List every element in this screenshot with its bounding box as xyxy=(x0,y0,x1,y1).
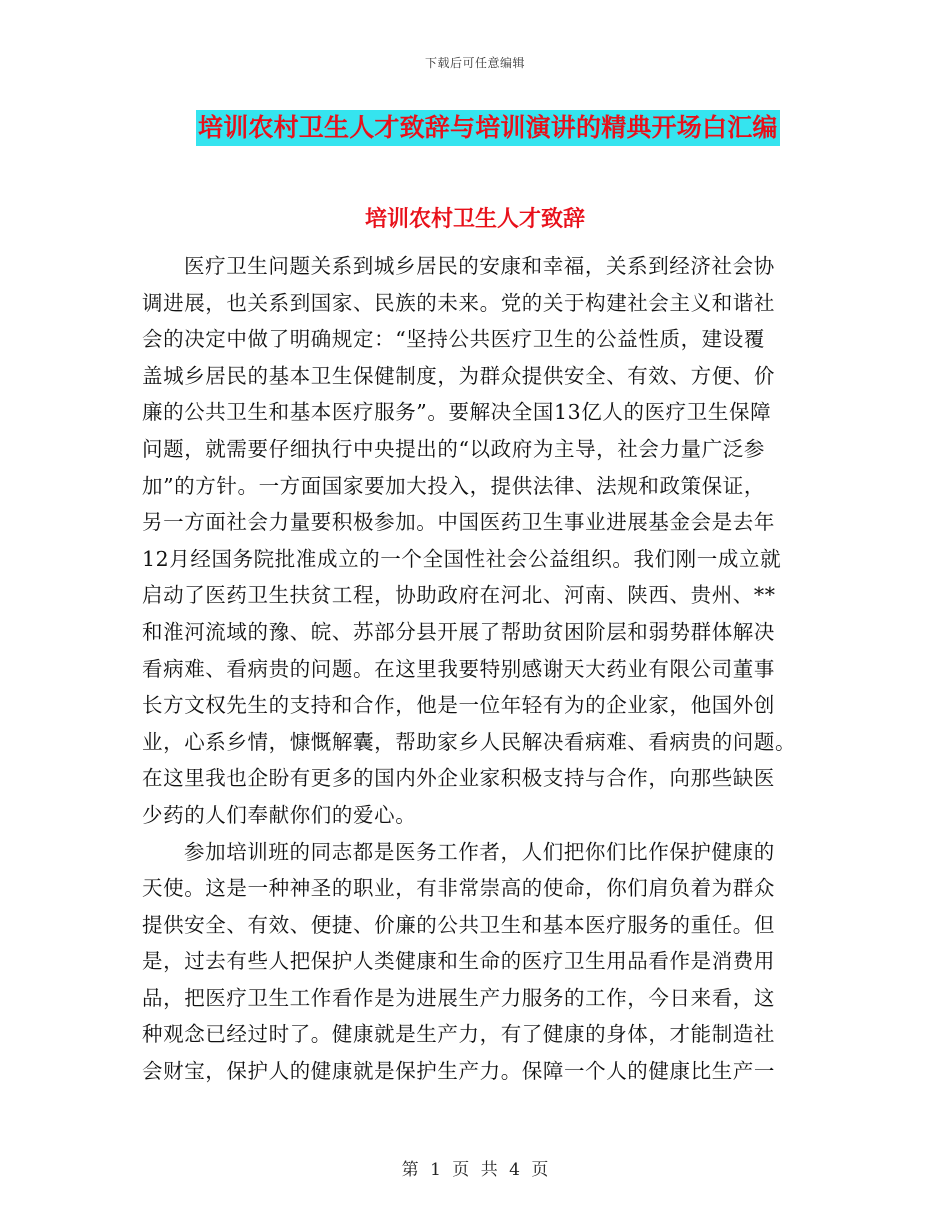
paragraph-line: 看病难、看病贵的问题。在这里我要特别感谢天大药业有限公司董事 xyxy=(142,656,775,681)
paragraph-line: 加”的方针。一方面国家要加大投入，提供法律、法规和政策保证， xyxy=(142,473,765,498)
paragraph-line: 天使。这是一种神圣的职业，有非常崇高的使命，你们肩负着为群众 xyxy=(142,876,775,901)
paragraph-line: 会的决定中做了明确规定：“坚持公共医疗卫生的公益性质，建设覆 xyxy=(142,327,765,352)
paragraph-line: 会财宝，保护人的健康就是保护生产力。保障一个人的健康比生产一 xyxy=(142,1059,775,1084)
paragraph-line: 启动了医药卫生扶贫工程，协助政府在河北、河南、陕西、贵州、** xyxy=(142,583,776,608)
paragraph-line: 医疗卫生问题关系到城乡居民的安康和幸福，关系到经济社会协 xyxy=(184,254,775,278)
paragraph-line: 12月经国务院批准成立的一个全国性社会公益组织。我们刚一成立就 xyxy=(142,546,782,571)
paragraph-line: 廉的公共卫生和基本医疗服务”。要解决全国13亿人的医疗卫生保障 xyxy=(142,400,772,425)
main-title: 培训农村卫生人才致辞与培训演讲的精典开场白汇编 xyxy=(196,110,780,146)
page-number-footer: 第 1 页 共 4 页 xyxy=(401,1160,549,1180)
paragraph-line: 问题，就需要仔细执行中央提出的“以政府为主导，社会力量广泛参 xyxy=(142,436,765,461)
section-title: 培训农村卫生人才致辞 xyxy=(364,206,585,232)
paragraph-line: 调进展，也关系到国家、民族的未来。党的关于构建社会主义和谐社 xyxy=(142,290,775,315)
paragraph-line: 参加培训班的同志都是医务工作者，人们把你们比作保护健康的 xyxy=(184,839,775,864)
paragraph-line: 提供安全、有效、便捷、价廉的公共卫生和基本医疗服务的重任。但 xyxy=(142,912,775,937)
paragraph-line: 种观念已经过时了。健康就是生产力，有了健康的身体，才能制造社 xyxy=(142,1022,775,1047)
body-text xyxy=(142,248,810,1090)
paragraph-line: 盖城乡居民的基本卫生保健制度，为群众提供安全、有效、方便、价 xyxy=(142,363,775,388)
header-note: 下载后可任意编辑 xyxy=(424,56,525,70)
paragraph-line: 和淮河流域的豫、皖、苏部分县开展了帮助贫困阶层和弱势群体解决 xyxy=(142,619,775,644)
paragraph-line: 品，把医疗卫生工作看作是为进展生产力服务的工作，今日来看，这 xyxy=(142,985,775,1010)
paragraph-line: 业，心系乡情，慷慨解囊，帮助家乡人民解决看病难、看病贵的问题。 xyxy=(142,729,797,754)
paragraph-line: 是，过去有些人把保护人类健康和生命的医疗卫生用品看作是消费用 xyxy=(142,949,775,974)
paragraph-line: 少药的人们奉献你们的爱心。 xyxy=(142,802,417,827)
paragraph-line: 长方文权先生的支持和合作，他是一位年轻有为的企业家，他国外创 xyxy=(142,693,775,718)
paragraph-line: 在这里我也企盼有更多的国内外企业家积极支持与合作，向那些缺医 xyxy=(142,766,775,791)
paragraph-line: 另一方面社会力量要积极参加。中国医药卫生事业进展基金会是去年 xyxy=(142,510,775,535)
